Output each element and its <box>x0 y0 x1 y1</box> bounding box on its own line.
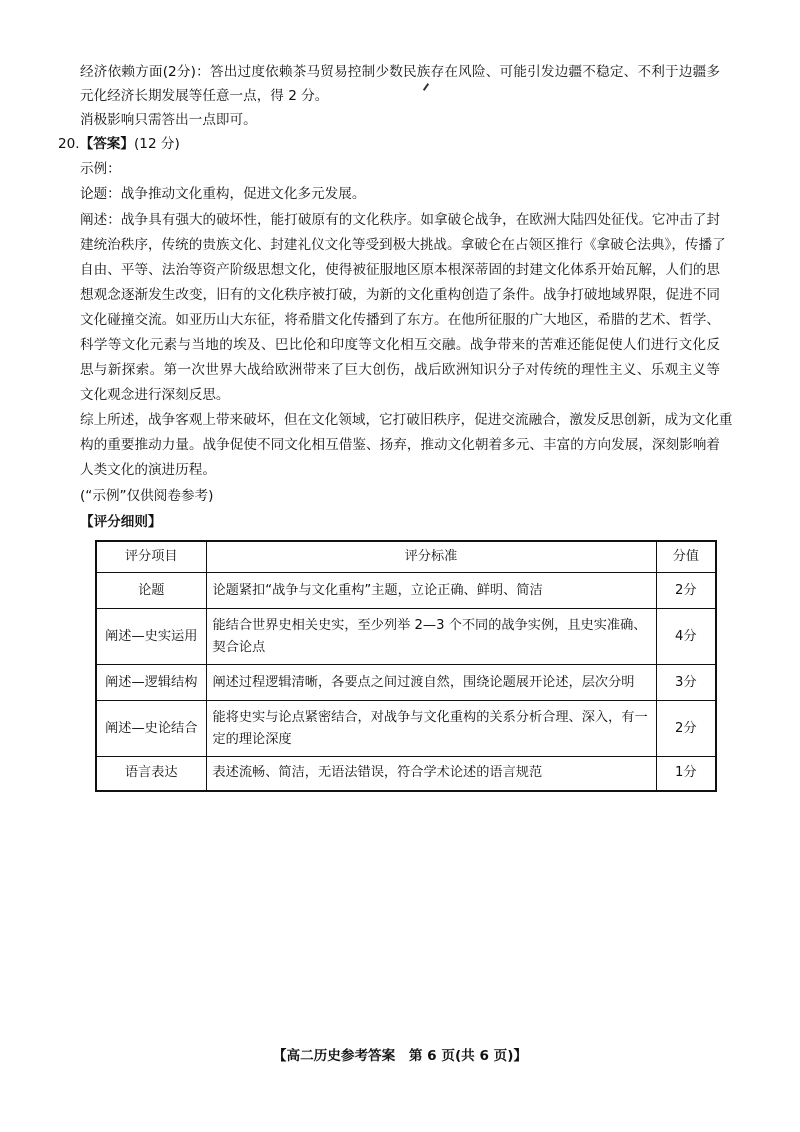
continuation-line-3: 消极影响只需答出一点即可。 <box>80 112 257 128</box>
argument-line: 建统治秩序，传统的贵族文化、封建礼仪文化等受到极大挑战。拿破仑在占领区推行《拿破仑法典》，传播了 <box>80 237 726 253</box>
example-note: (“示例”仅供阅卷参考) <box>80 488 214 504</box>
rubric-criteria: 论题紧扣“战争与文化重构”主题，立论正确、鲜明、简洁 <box>206 573 656 609</box>
rubric-item: 阐述—史实运用 <box>96 609 206 665</box>
rubric-title: 【评分细则】 <box>80 514 162 530</box>
table-row <box>96 757 716 791</box>
table-row <box>96 665 716 701</box>
rubric-item: 语言表达 <box>96 757 206 791</box>
rubric-score: 3分 <box>656 665 716 701</box>
argument-line: 思与新探索。第一次世界大战给欧洲带来了巨大创伤，战后欧洲知识分子对传统的理性主义、乐观主义等 <box>80 362 720 378</box>
rubric-score: 1分 <box>656 757 716 791</box>
rubric-score: 2分 <box>656 701 716 757</box>
argument-line: 自由、平等、法治等资产阶级思想文化，使得被征服地区原本根深蒂固的封建文化体系开始瓦解，人们的思 <box>80 262 720 278</box>
rubric-table <box>95 540 717 792</box>
summary-line: 人类文化的演进历程。 <box>80 462 216 478</box>
argument-line: 科学等文化元素与当地的埃及、巴比伦和印度等文化相互交融。战争带来的苦难还能促使人们进行文化反 <box>80 337 720 353</box>
summary-line: 构的重要推动力量。战争促使不同文化相互借鉴、扬弃，推动文化朝着多元、丰富的方向发展，深刻影响着 <box>80 437 720 453</box>
answer-tag: 【答案】 <box>79 136 134 152</box>
table-row <box>96 573 716 609</box>
thesis-line: 论题：战争推动文化重构，促进文化多元发展。 <box>80 186 366 202</box>
argument-line: 文化碰撞交流。如亚历山大东征，将希腊文化传播到了东方。在他所征服的广大地区，希腊的艺术、哲学、 <box>80 312 720 328</box>
rubric-score: 2分 <box>656 573 716 609</box>
example-label: 示例： <box>80 161 121 177</box>
argument-line: 阐述：战争具有强大的破坏性，能打破原有的文化秩序。如拿破仑战争，在欧洲大陆四处征伐。它冲击了封 <box>80 212 720 228</box>
rubric-item: 阐述—史论结合 <box>96 701 206 757</box>
table-row <box>96 609 716 665</box>
continuation-line-1: 经济依赖方面(2分)：答出过度依赖茶马贸易控制少数民族存在风险、可能引发边疆不稳定、不利于边疆多 <box>80 64 720 80</box>
rubric-item: 阐述—逻辑结构 <box>96 665 206 701</box>
question-number: 20. <box>58 136 80 152</box>
continuation-line-2: 元化经济长期发展等任意一点，得 2 分。 <box>80 88 329 104</box>
argument-line: 文化观念进行深刻反思。 <box>80 387 230 403</box>
rubric-criteria: 能结合世界史相关史实，至少列举 2—3 个不同的战争实例，且史实准确、契合论点 <box>206 609 656 665</box>
question-header <box>58 134 180 154</box>
rubric-item: 论题 <box>96 573 206 609</box>
rubric-header-row <box>96 541 716 573</box>
header-item: 评分项目 <box>96 541 206 573</box>
rubric-score: 4分 <box>656 609 716 665</box>
page-footer: 【高二历史参考答案 第 6 页(共 6 页)】 <box>272 1048 528 1064</box>
rubric-criteria: 表述流畅、简洁，无语法错误，符合学术论述的语言规范 <box>206 757 656 791</box>
argument-line: 想观念逐渐发生改变，旧有的文化秩序被打破，为新的文化重构创造了条件。战争打破地域界限，促进不同 <box>80 287 720 303</box>
table-row <box>96 701 716 757</box>
summary-line: 综上所述，战争客观上带来破坏，但在文化领域，它打破旧秩序，促进交流融合，激发反思创新，成为文化重 <box>80 412 733 428</box>
header-score: 分值 <box>656 541 716 573</box>
rubric-criteria: 阐述过程逻辑清晰，各要点之间过渡自然，围绕论题展开论述，层次分明 <box>206 665 656 701</box>
question-points: (12 分) <box>134 136 180 152</box>
header-criteria: 评分标准 <box>206 541 656 573</box>
stray-mark <box>423 83 429 91</box>
rubric-criteria: 能将史实与论点紧密结合，对战争与文化重构的关系分析合理、深入，有一定的理论深度 <box>206 701 656 757</box>
